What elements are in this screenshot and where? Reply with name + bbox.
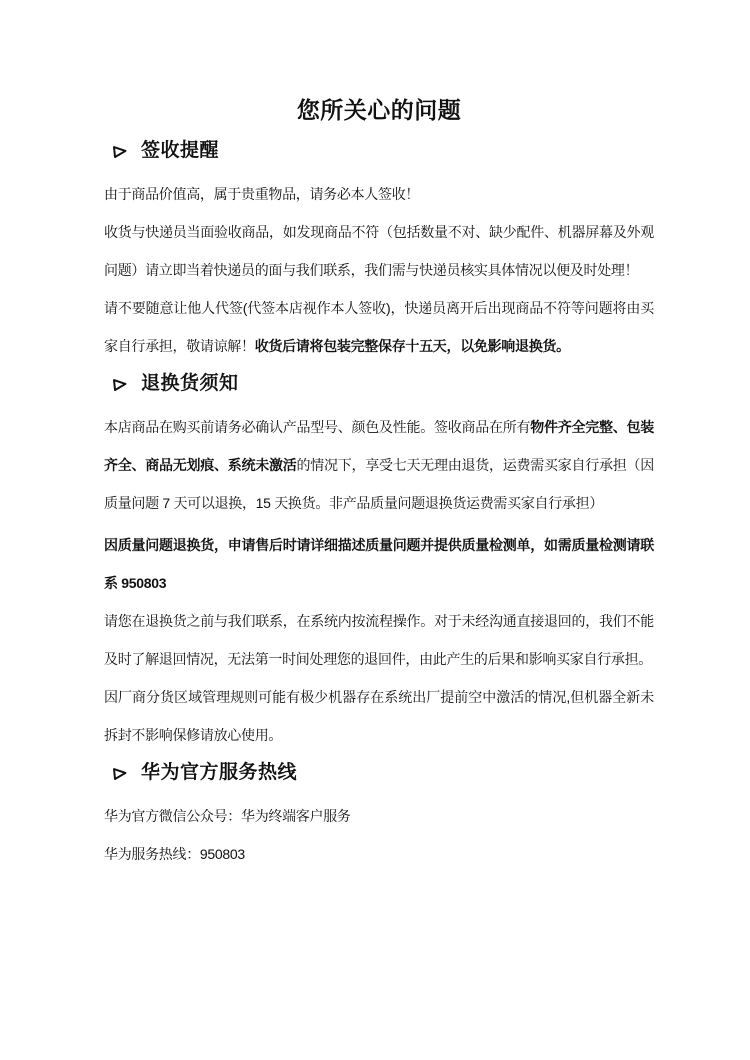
document-title: 您所关心的问题	[296, 97, 462, 123]
paragraph-wechat-account	[104, 797, 654, 835]
paragraph	[104, 175, 654, 213]
section-heading-label: 签收提醒	[141, 140, 220, 161]
text-run: 收货与快递员当面验收商品，如发现商品不符（包括数量不对、缺少配件、机器屏幕及外观问题）请立即当着快递员的面与我们联系，我们需与快递员核实具体情况以便及时处理！	[104, 224, 654, 278]
text-run: 请不要随意让他人代签(代签本店视作本人签收)，快递员离开后出现商品不符等问题将由买家自行承担，敬请谅解！	[104, 300, 654, 354]
text-run: 由于商品价值高，属于贵重物品，请务必本人签收！	[104, 186, 420, 202]
section-heading-label: 退换货须知	[141, 373, 239, 394]
paragraph	[104, 289, 654, 365]
text-run-bold: 收货后请将包装完整保存十五天，以免影响退换货。	[254, 338, 570, 354]
arrow-bullet-icon	[111, 765, 128, 782]
text-run: 华为服务热线：950803	[104, 846, 245, 862]
text-run-bold: 因质量问题退换货，申请售后时请详细描述质量问题并提供质量检测单，如需质量检测请联系 950803	[104, 537, 654, 591]
paragraph	[104, 213, 654, 289]
paragraph	[104, 678, 654, 754]
arrow-bullet-icon	[111, 376, 128, 393]
paragraph-hotline-number	[104, 835, 654, 873]
text-run: 因厂商分货区域管理规则可能有极少机器存在系统出厂提前空中激活的情况,但机器全新未拆封不影响保修请放心使用。	[104, 689, 654, 743]
paragraph	[104, 602, 654, 678]
section-heading-service-hotline	[104, 754, 654, 792]
text-run-bold: 物件齐全完整、包装齐全、商品无划痕、系统未激活	[104, 419, 654, 473]
text-run: 本店商品在购买前请务必确认产品型号、颜色及性能。签收商品在所有	[104, 419, 531, 435]
section-heading-sign-receipt	[104, 132, 654, 170]
paragraph	[104, 408, 654, 522]
arrow-bullet-icon	[111, 143, 128, 160]
section-heading-label: 华为官方服务热线	[141, 762, 298, 783]
text-run: 的情况下，享受七天无理由退货，运费需买家自行承担（因质量问题 7 天可以退换，15 天换货。非产品质量问题退换货运费需买家自行承担）	[104, 457, 654, 511]
text-run: 华为官方微信公众号：华为终端客户服务	[104, 808, 351, 824]
section-heading-return-policy	[104, 365, 654, 403]
paragraph	[104, 526, 654, 602]
text-run: 请您在退换货之前与我们联系，在系统内按流程操作。对于未经沟通直接退回的，我们不能及时了解退回情况，无法第一时间处理您的退回件，由此产生的后果和影响买家自行承担。	[104, 613, 654, 667]
